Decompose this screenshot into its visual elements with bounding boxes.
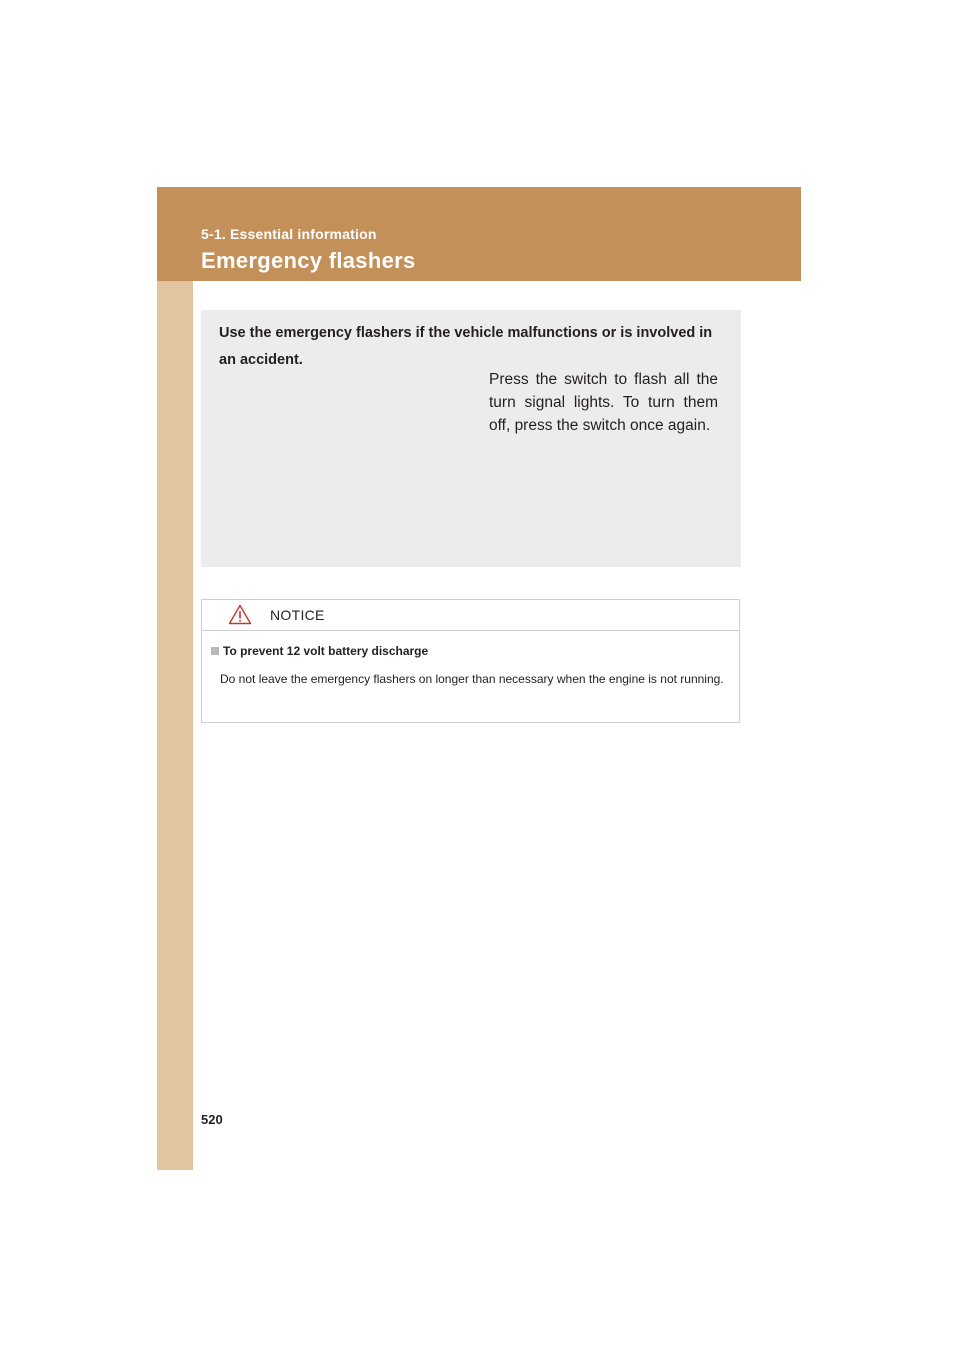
notice-header: [202, 600, 739, 631]
notice-item-text: To prevent 12 volt battery discharge: [223, 644, 429, 658]
notice-body: Do not leave the emergency flashers on longer than necessary when the engine is not running.: [220, 672, 724, 686]
notice-box: [201, 599, 740, 723]
page-sidebar: [157, 187, 193, 1170]
switch-instruction: Press the switch to flash all the turn signal lights. To turn them off, press the switch once again.: [489, 371, 718, 434]
intro-text: Use the emergency flashers if the vehicle malfunctions or is involved in an accident.: [219, 325, 713, 368]
notice-item-title: [211, 644, 428, 658]
bullet-square-icon: [211, 647, 219, 655]
page-number: 520: [201, 1112, 223, 1127]
page-title: Emergency flashers: [201, 248, 416, 273]
notice-title: NOTICE: [270, 607, 325, 623]
intro-box: [201, 310, 741, 567]
section-label: 5-1. Essential information: [201, 226, 377, 242]
warning-triangle-icon: [228, 604, 252, 625]
